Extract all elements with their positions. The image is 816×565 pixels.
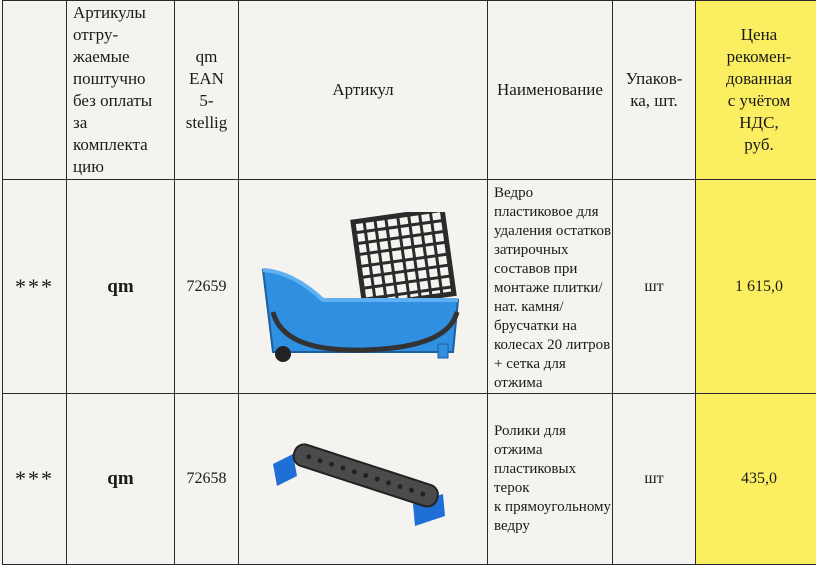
header-text-line: qm bbox=[175, 46, 238, 68]
header-text-line: ка, шт. bbox=[613, 90, 695, 112]
header-text-line: без оплаты bbox=[73, 90, 174, 112]
wringer-rollers-image bbox=[253, 424, 473, 534]
header-text-line: Упаков- bbox=[613, 68, 695, 90]
header-text-line: Цена bbox=[696, 24, 816, 46]
row-price: 435,0 bbox=[696, 394, 816, 565]
header-package bbox=[613, 1, 696, 180]
name-line: удаления остатков bbox=[494, 222, 612, 241]
name-line: Ролики для bbox=[494, 422, 612, 441]
name-line: отжима bbox=[494, 374, 612, 393]
name-line: колесах 20 литров bbox=[494, 336, 612, 355]
header-text-line: Артикулы bbox=[73, 2, 174, 24]
name-line: нат. камня/ bbox=[494, 298, 612, 317]
name-line: пластиковое для bbox=[494, 203, 612, 222]
header-text-line: жаемые bbox=[73, 46, 174, 68]
header-text-line: отгру- bbox=[73, 24, 174, 46]
table-header-row bbox=[3, 1, 816, 180]
header-text-line: рекомен- bbox=[696, 46, 816, 68]
header-text-line: руб. bbox=[696, 134, 816, 156]
header-text-line: 5- bbox=[175, 90, 238, 112]
row-brand: qm bbox=[67, 180, 175, 394]
row-mark: *** bbox=[3, 180, 67, 394]
bucket-with-grid-image bbox=[253, 212, 473, 362]
header-text-line: дованная bbox=[696, 68, 816, 90]
price-table bbox=[2, 0, 816, 565]
header-price bbox=[696, 1, 816, 180]
header-unpaid-articles bbox=[67, 1, 175, 180]
row-name bbox=[488, 394, 613, 565]
row-mark: *** bbox=[3, 394, 67, 565]
grid-insert bbox=[353, 212, 454, 306]
header-text-line: комплекта bbox=[73, 134, 174, 156]
row-name bbox=[488, 180, 613, 394]
row-unit: шт bbox=[613, 180, 696, 394]
name-line: отжима bbox=[494, 441, 612, 460]
name-line: пластиковых терок bbox=[494, 460, 612, 498]
row-code: 72659 bbox=[175, 180, 239, 394]
name-line: монтаже плитки/ bbox=[494, 279, 612, 298]
row-unit: шт bbox=[613, 394, 696, 565]
header-text-line: за bbox=[73, 112, 174, 134]
header-article: Артикул bbox=[239, 1, 488, 180]
header-text-line: EAN bbox=[175, 68, 238, 90]
header-text-line: поштучно bbox=[73, 68, 174, 90]
row-code: 72658 bbox=[175, 394, 239, 565]
name-line: к прямоугольному bbox=[494, 498, 612, 517]
header-name: Наименование bbox=[488, 1, 613, 180]
header-mark-cell bbox=[3, 1, 67, 180]
row-price: 1 615,0 bbox=[696, 180, 816, 394]
name-line: составов при bbox=[494, 260, 612, 279]
name-line: затирочных bbox=[494, 241, 612, 260]
row-image-cell bbox=[239, 180, 488, 394]
header-text-line: НДС, bbox=[696, 112, 816, 134]
row-image-cell bbox=[239, 394, 488, 565]
name-line: Ведро bbox=[494, 184, 612, 203]
header-text-line: с учётом bbox=[696, 90, 816, 112]
row-brand: qm bbox=[67, 394, 175, 565]
table-row bbox=[3, 180, 816, 394]
name-line: брусчатки на bbox=[494, 317, 612, 336]
header-text-line: цию bbox=[73, 156, 174, 178]
table-row bbox=[3, 394, 816, 565]
name-line: + сетка для bbox=[494, 355, 612, 374]
name-line: ведру bbox=[494, 517, 612, 536]
header-ean bbox=[175, 1, 239, 180]
header-text-line: stellig bbox=[175, 112, 238, 134]
bucket-wheel bbox=[275, 346, 291, 362]
